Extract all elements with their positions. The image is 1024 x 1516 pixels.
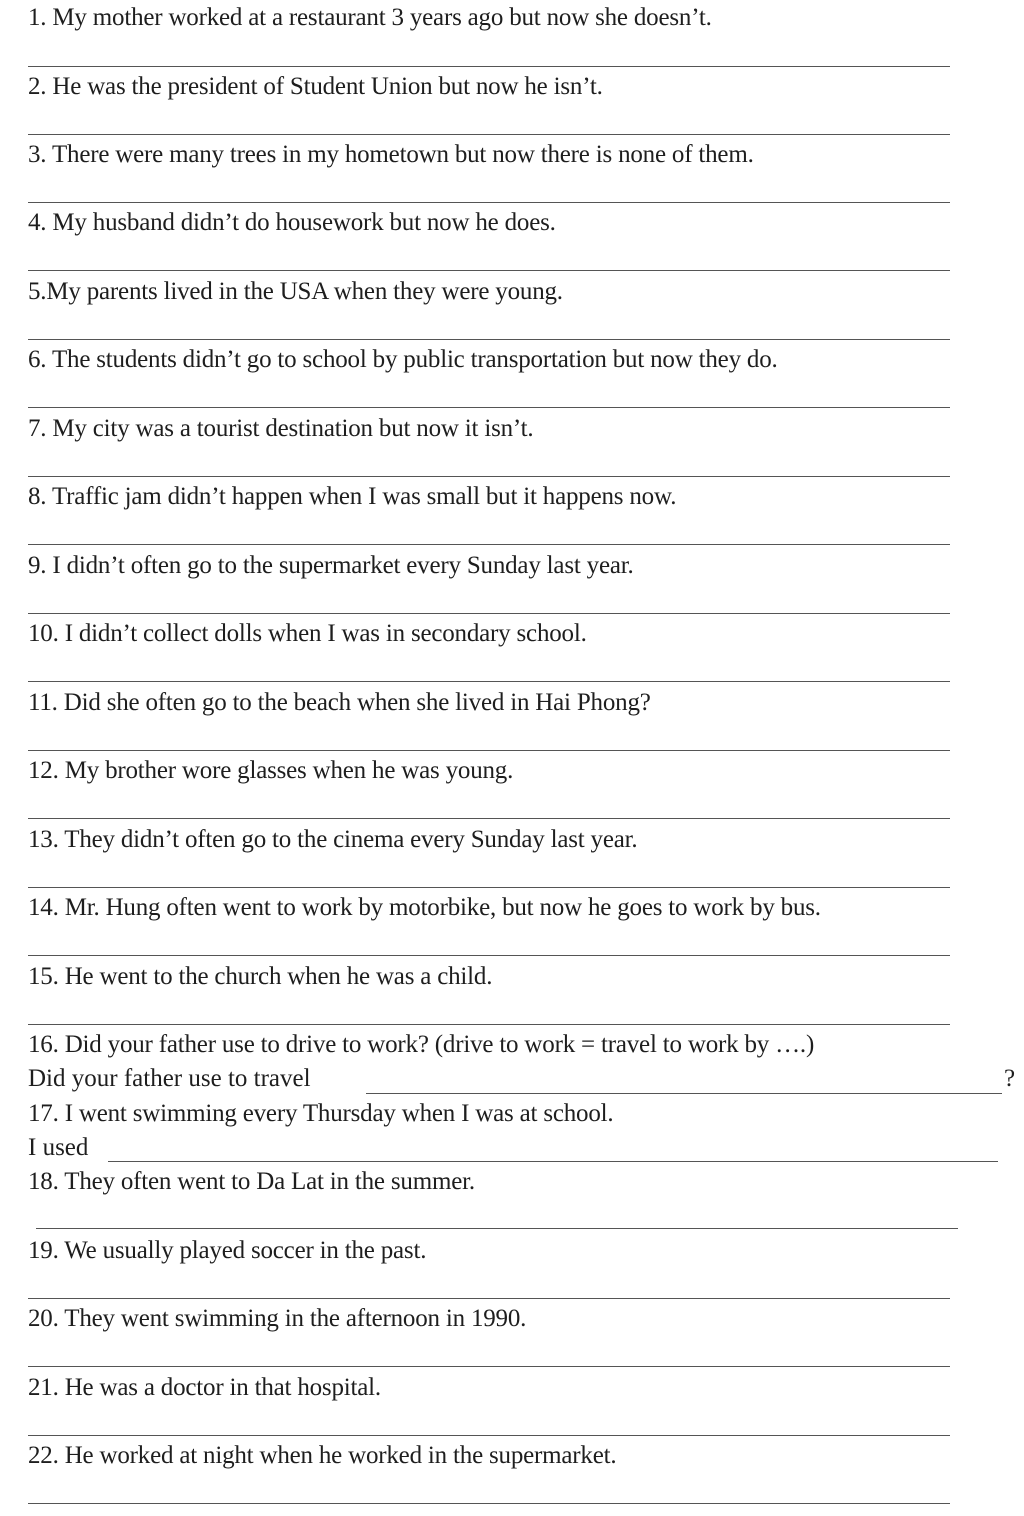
answer-line-9[interactable] bbox=[28, 613, 950, 614]
answer-line-6[interactable] bbox=[28, 407, 950, 408]
question-22: 22. He worked at night when he worked in the supermarket. bbox=[28, 1442, 617, 1469]
answer-line-11[interactable] bbox=[28, 750, 950, 751]
answer-line-20[interactable] bbox=[28, 1366, 950, 1367]
answer-line-18[interactable] bbox=[36, 1228, 958, 1229]
question-5: 5.My parents lived in the USA when they were young. bbox=[28, 278, 563, 305]
question-7: 7. My city was a tourist destination but now it isn’t. bbox=[28, 415, 534, 442]
answer-line-14[interactable] bbox=[28, 955, 950, 956]
question-12: 12. My brother wore glasses when he was young. bbox=[28, 757, 514, 784]
answer-line-3[interactable] bbox=[28, 202, 950, 203]
answer-line-12[interactable] bbox=[28, 818, 950, 819]
question-6: 6. The students didn’t go to school by public transportation but now they do. bbox=[28, 346, 778, 373]
answer-line-2[interactable] bbox=[28, 134, 950, 135]
question-17-prompt: I used bbox=[28, 1134, 89, 1161]
answer-line-17[interactable] bbox=[108, 1161, 998, 1162]
question-14: 14. Mr. Hung often went to work by motorbike, but now he goes to work by bus. bbox=[28, 894, 821, 921]
question-10: 10. I didn’t collect dolls when I was in secondary school. bbox=[28, 620, 587, 647]
answer-line-16[interactable] bbox=[366, 1093, 1002, 1094]
question-4: 4. My husband didn’t do housework but now he does. bbox=[28, 209, 556, 236]
question-18: 18. They often went to Da Lat in the summer. bbox=[28, 1168, 475, 1195]
question-3: 3. There were many trees in my hometown but now there is none of them. bbox=[28, 141, 754, 168]
question-2: 2. He was the president of Student Union but now he isn’t. bbox=[28, 73, 603, 100]
question-17: 17. I went swimming every Thursday when I was at school. bbox=[28, 1100, 614, 1127]
answer-line-21[interactable] bbox=[28, 1435, 950, 1436]
question-9: 9. I didn’t often go to the supermarket every Sunday last year. bbox=[28, 552, 634, 579]
question-16-prompt: Did your father use to travel bbox=[28, 1065, 311, 1092]
answer-line-7[interactable] bbox=[28, 476, 950, 477]
question-15: 15. He went to the church when he was a child. bbox=[28, 963, 493, 990]
answer-line-19[interactable] bbox=[28, 1298, 950, 1299]
answer-line-5[interactable] bbox=[28, 339, 950, 340]
question-20: 20. They went swimming in the afternoon in 1990. bbox=[28, 1305, 527, 1332]
answer-line-8[interactable] bbox=[28, 544, 950, 545]
question-19: 19. We usually played soccer in the past. bbox=[28, 1237, 427, 1264]
question-1: 1. My mother worked at a restaurant 3 years ago but now she doesn’t. bbox=[28, 4, 712, 31]
answer-line-22[interactable] bbox=[28, 1503, 950, 1504]
question-13: 13. They didn’t often go to the cinema every Sunday last year. bbox=[28, 826, 638, 853]
question-16: 16. Did your father use to drive to work? (drive to work = travel to work by ….) bbox=[28, 1031, 815, 1058]
question-11: 11. Did she often go to the beach when she lived in Hai Phong? bbox=[28, 689, 651, 716]
answer-line-4[interactable] bbox=[28, 270, 950, 271]
question-8: 8. Traffic jam didn’t happen when I was small but it happens now. bbox=[28, 483, 677, 510]
answer-line-13[interactable] bbox=[28, 887, 950, 888]
answer-line-1[interactable] bbox=[28, 66, 950, 67]
question-16-end: ? bbox=[1004, 1065, 1016, 1092]
answer-line-15[interactable] bbox=[28, 1024, 950, 1025]
answer-line-10[interactable] bbox=[28, 681, 950, 682]
question-21: 21. He was a doctor in that hospital. bbox=[28, 1374, 381, 1401]
